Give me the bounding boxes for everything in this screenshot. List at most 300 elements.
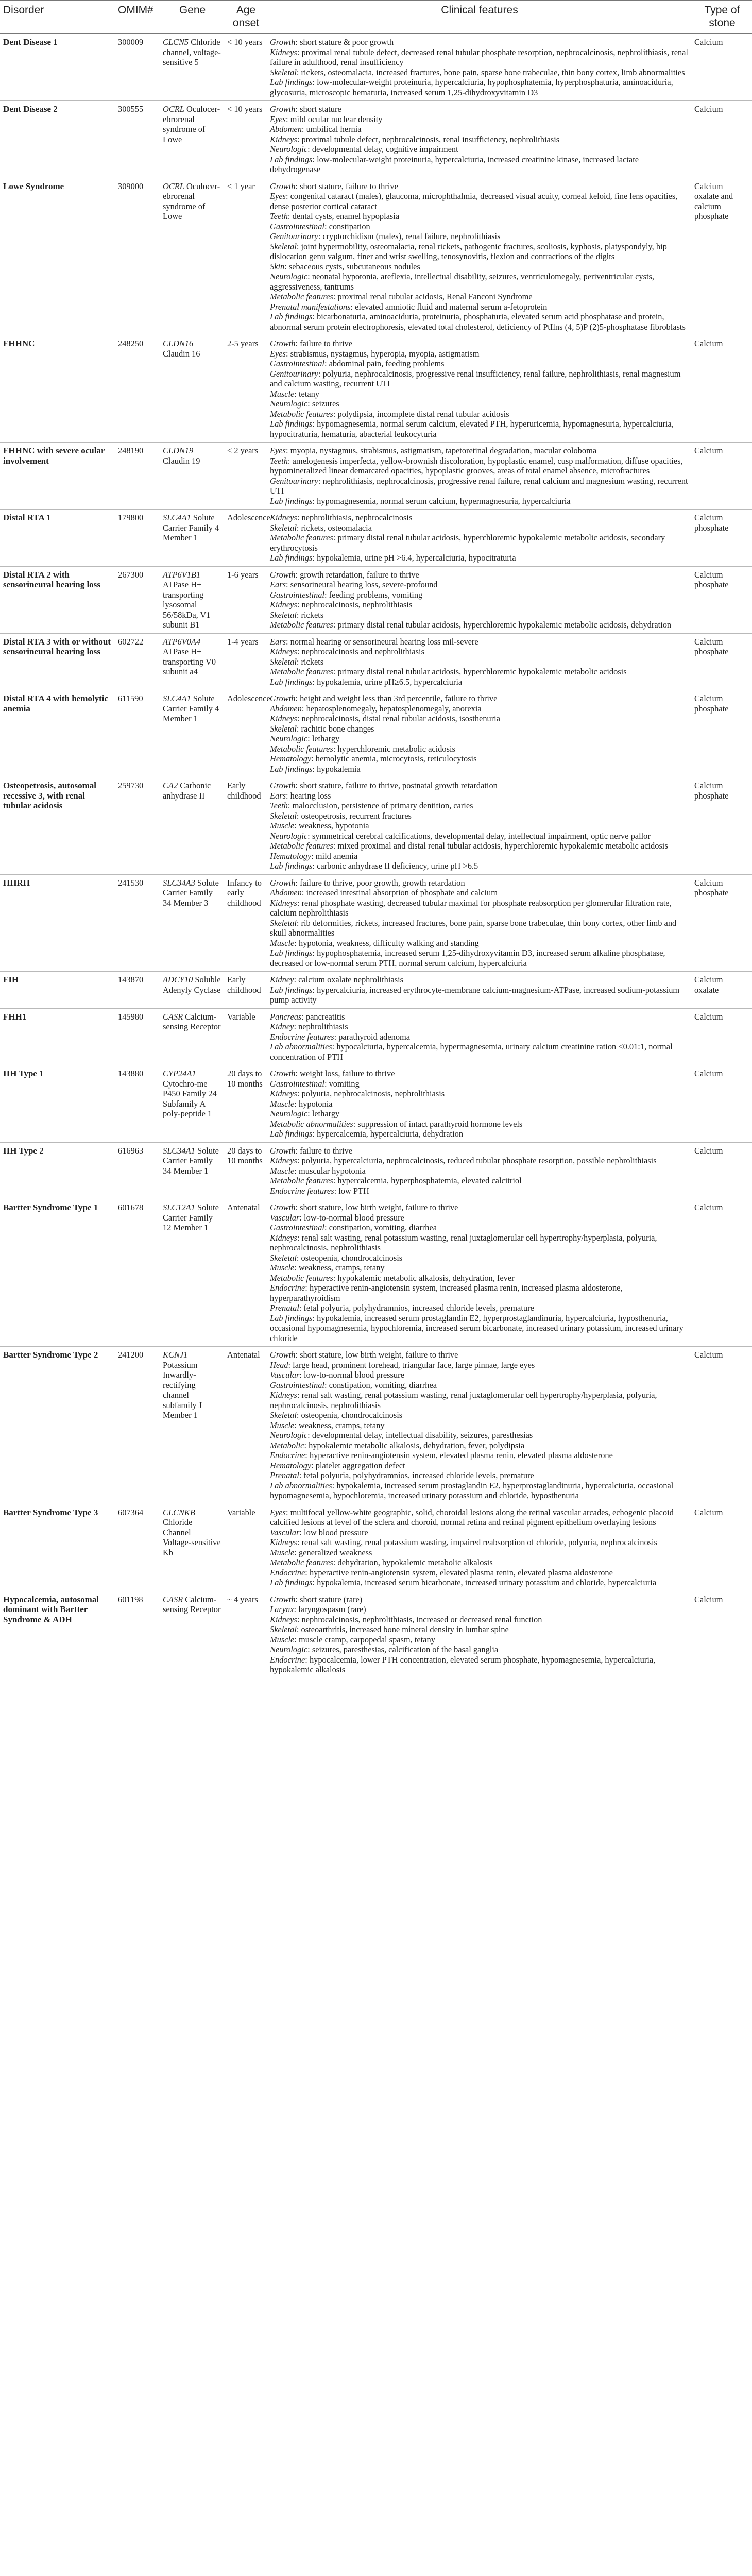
clinical-feature: Metabolic features: primary distal renal tubular acidosis, hyperchloremic hypokalemic metabolic acidosis, dehydration <box>270 620 672 630</box>
feature-detail: low blood pressure <box>304 1527 368 1537</box>
stone-type-cell: Calcium <box>691 1504 752 1591</box>
clinical-features-cell <box>267 1008 691 1065</box>
clinical-feature: Growth: failure to thrive, poor growth, growth retardation <box>270 877 465 888</box>
clinical-feature: Muscle: weakness, hypotonia <box>270 821 369 831</box>
feature-detail: joint hypermobility, osteomalacia, renal rickets, pathogenic fractures, scoliosis, kyphosis, platyspondyly, hip dislocation genu valgum, finer and wrist swelling, tenosynovitis, flexion and contractions of the digits <box>270 241 667 261</box>
clinical-feature: Growth: weight loss, failure to thrive <box>270 1069 395 1078</box>
feature-detail: hypocalciuria, hypercalcemia, hypermagnesemia, urinary calcium creatinine ration <0.01:1, normal concentration of PTH <box>270 1042 673 1062</box>
feature-detail: elevated amniotic fluid and maternal serum a-fetoprotein <box>355 301 548 312</box>
feature-category: Eyes <box>270 446 286 455</box>
feature-category: Growth <box>270 1202 296 1212</box>
clinical-feature: Muscle: muscular hypotonia <box>270 1165 366 1176</box>
feature-detail: myopia, nystagmus, strabismus, astigmatism, tapetoretinal degradation, macular coloboma <box>290 446 597 455</box>
clinical-feature: Abdomen: hepatosplenomegaly, hepatosplenomegaly, anorexia <box>270 703 482 714</box>
header-type-of-stone: Type of stone <box>691 1 752 34</box>
feature-category: Vascular <box>270 1212 300 1223</box>
disorder-cell: Distal RTA 4 with hemolytic anemia <box>0 690 115 777</box>
feature-category: Lab findings <box>270 764 313 774</box>
feature-category: Skeletal <box>270 656 297 667</box>
feature-category: Lab abnormalities <box>270 1480 332 1490</box>
feature-category: Lab findings <box>270 985 313 995</box>
feature-category: Muscle <box>270 1165 295 1176</box>
feature-detail: sensorineural hearing loss, severe-profound <box>290 580 438 589</box>
feature-category: Kidneys <box>270 1614 297 1624</box>
feature-category: Muscle <box>270 1420 295 1430</box>
clinical-feature: Metabolic abnormalities: suppression of intact parathyroid hormone levels <box>270 1118 523 1129</box>
feature-category: Lab findings <box>270 1129 313 1139</box>
disorder-cell: Distal RTA 1 <box>0 510 115 567</box>
gene-description: Solute Carrier Family 12 Member 1 <box>163 1202 219 1232</box>
gene-cell <box>160 874 224 972</box>
feature-category: Metabolic features <box>270 292 333 301</box>
feature-category: Metabolic features <box>270 620 333 630</box>
feature-category: Lab findings <box>270 948 313 958</box>
table-row <box>0 1142 752 1199</box>
feature-detail: weakness, cramps, tetany <box>299 1263 385 1273</box>
gene-cell <box>160 633 224 690</box>
gene-description: Potassium Inwardly-rectifying channel subfamily J Member 1 <box>163 1360 202 1420</box>
table-row <box>0 690 752 777</box>
feature-detail: seizures, paresthesias, calcification of the basal ganglia <box>312 1645 499 1654</box>
gene-description: Calcium-sensing Receptor <box>163 1594 221 1614</box>
stone-type-cell: Calcium <box>691 335 752 443</box>
feature-detail: hypomagnesemia, normal serum calcium, hypermagnesuria, hypercalciuria <box>317 496 571 506</box>
feature-category: Kidneys <box>270 1390 297 1400</box>
clinical-feature: Growth: height and weight less than 3rd percentile, failure to thrive <box>270 693 498 703</box>
feature-category: Ears <box>270 790 286 801</box>
feature-detail: rickets, osteomalacia <box>301 522 372 533</box>
clinical-feature: Kidneys: nephrolithiasis, nephrocalcinosis <box>270 513 413 522</box>
clinical-feature: Lab findings: hypomagnesemia, normal serum calcium, hypermagnesuria, hypercalciuria <box>270 496 571 506</box>
header-disorder: Disorder <box>0 1 115 34</box>
disorder-cell: Dent Disease 1 <box>3 37 58 47</box>
table-body <box>0 34 752 1678</box>
table-row <box>0 335 752 443</box>
feature-category: Growth <box>270 1145 296 1156</box>
clinical-feature: Eyes: mild ocular nuclear density <box>270 114 383 124</box>
gene-symbol: ADCY10 <box>163 975 193 985</box>
clinical-feature: Skeletal: rachitic bone changes <box>270 723 374 734</box>
feature-detail: muscular hypotonia <box>299 1165 366 1176</box>
feature-category: Neurologic <box>270 399 308 409</box>
feature-detail: tetany <box>299 388 320 399</box>
feature-detail: proximal renal tubule defect, decreased renal tubular phosphate resorption, nephrocalcinosis, nephrolithiasis, renal failure in adulthood, renal insufficiency <box>270 47 688 67</box>
feature-detail: large head, prominent forehead, triangular face, large pinnae, large eyes <box>293 1360 535 1370</box>
feature-detail: generalized weakness <box>299 1547 372 1557</box>
gene-symbol: CLDN16 <box>163 338 194 348</box>
feature-detail: feeding problems, vomiting <box>329 589 423 600</box>
feature-detail: hypokalemia, increased serum bicarbonate, increased urinary potassium and chloride, hypercalciuria <box>317 1578 657 1587</box>
feature-category: Endocrine features <box>270 1185 334 1196</box>
feature-detail: cryptorchidism (males), renal failure, nephrolithiasis <box>322 231 501 241</box>
feature-detail: strabismus, nystagmus, hyperopia, myopia, astigmatism <box>290 348 480 359</box>
stone-type-cell: Calcium phosphate <box>691 874 752 972</box>
clinical-feature: Muscle: muscle cramp, carpopedal spasm, tetany <box>270 1634 435 1645</box>
clinical-feature: Head: large head, prominent forehead, triangular face, large pinnae, large eyes <box>270 1360 535 1370</box>
feature-category: Gastrointestinal <box>270 1223 324 1232</box>
clinical-feature: Metabolic features: hypercalcemia, hyperphosphatemia, elevated calcitriol <box>270 1176 522 1185</box>
clinical-feature: Skeletal: osteopetrosis, recurrent fractures <box>270 810 412 821</box>
disorder-cell: IIH Type 1 <box>0 1065 115 1143</box>
feature-category: Growth <box>270 37 296 47</box>
clinical-feature: Lab findings: low-molecular-weight proteinuria, hypercalciuria, increased creatinine kinase, increased lactate dehydrogenase <box>270 154 639 174</box>
feature-detail: multifocal yellow-white geographic, solid, choroidal lesions along the retinal vascular arcades, echogenic placoid calcified lesions at level of the sclera and choroid, normal retina and retinal pigment epithelium overlaying lesions <box>270 1507 674 1527</box>
header-age-onset: Age onset <box>224 1 267 34</box>
clinical-features-cell <box>267 1142 691 1199</box>
gene-description: Solute Carrier Family 4 Member 1 <box>163 513 219 543</box>
feature-detail: proximal tubule defect, nephrocalcinosis, renal insufficiency, nephrolithiasis <box>301 134 560 144</box>
clinical-feature: Growth: failure to thrive <box>270 338 353 348</box>
clinical-feature: Gastrointestinal: vomiting <box>270 1078 360 1089</box>
disorder-cell: Distal RTA 2 with sensorineural hearing loss <box>0 566 115 633</box>
omim-cell: 241200 <box>115 1347 160 1504</box>
clinical-feature: Metabolic features: mixed proximal and distal renal tubular acidosis, hyperchloremic hypokalemic metabolic acidosis <box>270 841 668 851</box>
feature-detail: short stature, low birth weight, failure to thrive <box>300 1350 458 1360</box>
feature-category: Kidneys <box>270 47 297 57</box>
feature-category: Neurologic <box>270 272 308 281</box>
feature-category: Kidneys <box>270 134 297 144</box>
feature-detail: hearing loss <box>290 790 331 801</box>
feature-category: Neurologic <box>270 144 308 154</box>
clinical-feature: Genitourinary: nephrolithiasis, nephrocalcinosis, progressive renal failure, renal calcium and magnesium wasting, recurrent UTI <box>270 476 688 496</box>
feature-detail: polyuria, nephrocalcinosis, progressive renal insufficiency, renal failure, nephrolithiasis, renal magnesium and calcium wasting, recurrent UTI <box>270 368 681 388</box>
disorder-cell: IIH Type 2 <box>0 1142 115 1199</box>
gene-cell <box>160 972 224 1009</box>
feature-detail: failure to thrive <box>300 1145 353 1156</box>
feature-detail: primary distal renal tubular acidosis, hyperchloremic hypokalemic metabolic acidosis <box>337 667 627 676</box>
feature-detail: malocclusion, persistence of primary dentition, caries <box>292 801 473 810</box>
feature-detail: renal phosphate wasting, decreased tubular maximal for phosphate reabsorption per glomerular filtration rate, calcium nephrolithiasis <box>270 897 672 918</box>
gene-description: Chloride Channel Voltage-sensitive Kb <box>163 1517 221 1557</box>
gene-description: Claudin 16 <box>163 348 200 359</box>
clinical-feature: Eyes: myopia, nystagmus, strabismus, astigmatism, tapetoretinal degradation, macular coloboma <box>270 446 597 455</box>
table-row <box>0 178 752 335</box>
clinical-feature: Gastrointestinal: constipation <box>270 221 370 231</box>
age-onset-cell: 20 days to 10 months <box>224 1065 267 1143</box>
feature-detail: hypercalcemia, hypercalciuria, dehydration <box>317 1129 464 1139</box>
clinical-feature: Genitourinary: polyuria, nephrocalcinosis, progressive renal insufficiency, renal failure, nephrolithiasis, renal magnesium and calcium wasting, recurrent UTI <box>270 368 681 388</box>
age-onset-cell: < 2 years <box>224 443 267 510</box>
gene-symbol: CLDN19 <box>163 446 194 455</box>
feature-category: Skeletal <box>270 810 297 821</box>
stone-type-cell: Calcium oxalate <box>691 972 752 1009</box>
gene-cell <box>160 1504 224 1591</box>
clinical-feature: Muscle: weakness, cramps, tetany <box>270 1420 385 1430</box>
gene-cell <box>160 178 224 335</box>
feature-category: Growth <box>270 569 296 580</box>
gene-symbol: CA2 <box>163 781 178 790</box>
clinical-feature: Genitourinary: cryptorchidism (males), renal failure, nephrolithiasis <box>270 231 501 241</box>
feature-detail: hypotonia, weakness, difficulty walking and standing <box>299 938 479 948</box>
table-row <box>0 1591 752 1678</box>
stone-type-cell: Calcium phosphate <box>691 690 752 777</box>
feature-detail: normal hearing or sensorineural hearing loss mil-severe <box>290 636 478 647</box>
clinical-feature: Lab findings: hypokalemia, increased serum prostaglandin E2, hyperprostaglandinuria, hypercalciuria, hyposthenuria, occasional hypomagnesemia, hypochloremia, increased serum bicarbonate, increased urinary potassium, increased urinary chloride <box>270 1313 683 1343</box>
disorder-cell: FHH1 <box>0 1008 115 1065</box>
feature-category: Prenatal <box>270 1303 299 1313</box>
gene-cell <box>160 690 224 777</box>
clinical-feature: Ears: sensorineural hearing loss, severe-profound <box>270 580 438 589</box>
feature-detail: polyuria, nephrocalcinosis, nephrolithiasis <box>301 1089 445 1098</box>
clinical-feature: Neurologic: seizures <box>270 399 339 409</box>
stone-type-cell: Calcium <box>691 1347 752 1504</box>
feature-detail: bicarbonaturia, aminoaciduria, proteinuria, phosphaturia, elevated serum acid phosphatase and protein, abnormal serum protein electrophoresis, elevated total cholesterol, deficiency of PtIlns (4, 5)P (2)5-phosphatase fibroblasts <box>270 312 686 332</box>
clinical-feature: Endocrine features: low PTH <box>270 1185 369 1196</box>
feature-detail: congenital cataract (males), glaucoma, microphthalmia, decreased visual acuity, corneal keloid, fine lens opacities, dense posterior cortical cataract <box>270 191 678 211</box>
clinical-features-cell <box>267 566 691 633</box>
feature-detail: weakness, hypotonia <box>299 821 369 831</box>
table-row <box>0 1065 752 1143</box>
feature-detail: low-molecular-weight proteinuria, hypercalciuria, increased creatinine kinase, increased lactate dehydrogenase <box>270 154 639 174</box>
age-onset-cell: < 1 year <box>224 178 267 335</box>
feature-category: Lab findings <box>270 419 313 429</box>
gene-symbol: OCRL <box>163 104 184 114</box>
feature-detail: increased intestinal absorption of phosphate and calcium <box>306 888 498 897</box>
feature-detail: lethargy <box>312 1109 340 1118</box>
feature-detail: fetal polyuria, polyhydramnios, increased chloride levels, premature <box>303 1303 534 1313</box>
clinical-features-cell <box>267 335 691 443</box>
clinical-feature: Prenatal: fetal polyuria, polyhydramnios, increased chloride levels, premature <box>270 1470 534 1480</box>
clinical-feature: Eyes: multifocal yellow-white geographic, solid, choroidal lesions along the retinal vascular arcades, echogenic placoid calcified lesions at level of the sclera and choroid, normal retina and retinal pigment epithelium overlaying lesions <box>270 1507 674 1527</box>
feature-category: Prenatal manifestations <box>270 301 351 312</box>
age-onset-cell: 1-6 years <box>224 566 267 633</box>
table-row <box>0 972 752 1009</box>
feature-detail: lethargy <box>312 734 340 743</box>
clinical-feature: Kidneys: proximal tubule defect, nephrocalcinosis, renal insufficiency, nephrolithiasis <box>270 134 560 144</box>
gene-cell <box>160 443 224 510</box>
feature-category: Muscle <box>270 388 295 399</box>
feature-category: Metabolic features <box>270 533 333 543</box>
table-row <box>0 874 752 972</box>
clinical-feature: Growth: short stature (rare) <box>270 1594 363 1604</box>
clinical-feature: Skeletal: rickets <box>270 656 324 667</box>
clinical-feature: Vascular: low-to-normal blood pressure <box>270 1370 404 1380</box>
feature-category: Ears <box>270 636 286 647</box>
feature-category: Vascular <box>270 1527 300 1537</box>
age-onset-cell: ~ 4 years <box>224 1591 267 1678</box>
age-onset-cell: 1-4 years <box>224 633 267 690</box>
feature-detail: nephrocalcinosis, nephrolithiasis <box>301 600 413 609</box>
feature-detail: neonatal hypotonia, areflexia, intellectual disability, seizures, ventriculomegaly, periventricular cysts, aggressiveness, tantrums <box>270 272 655 292</box>
disorder-cell: Osteopetrosis, autosomal recessive 3, with renal tubular acidosis <box>0 777 115 875</box>
clinical-feature: Hematology: platelet aggregation defect <box>270 1460 405 1470</box>
feature-detail: primary distal renal tubular acidosis, hyperchloremic hypokalemic metabolic acidosis, secondary erythrocytosis <box>270 533 665 553</box>
feature-detail: nephrolithiasis, nephrocalcinosis <box>301 513 413 522</box>
feature-category: Growth <box>270 104 296 114</box>
disorder-cell: FHHNC with severe ocular involvement <box>0 443 115 510</box>
feature-detail: weakness, cramps, tetany <box>299 1420 385 1430</box>
table-row <box>0 1008 752 1065</box>
feature-category: Growth <box>270 338 296 348</box>
clinical-feature: Lab findings: hypophosphatemia, increased serum 1,25-dihydroxyvitamin D3, increased serum alkaline phosphatase, decreased or low-normal serum PTH, normal serum calcium, hypercalciuria <box>270 948 665 968</box>
feature-category: Lab findings <box>270 676 313 687</box>
feature-detail: rickets <box>301 609 324 620</box>
feature-detail: mixed proximal and distal renal tubular acidosis, hyperchloremic hypokalemic metabolic acidosis <box>337 841 668 851</box>
clinical-feature: Lab findings: hypercalcemia, hypercalciuria, dehydration <box>270 1129 464 1139</box>
gene-cell <box>160 101 224 178</box>
feature-category: Genitourinary <box>270 476 318 486</box>
clinical-feature: Muscle: hypotonia <box>270 1098 333 1109</box>
feature-category: Lab findings <box>270 154 313 164</box>
feature-detail: mild anemia <box>315 851 358 861</box>
gene-description: Solute Carrier Family 34 Member 1 <box>163 1145 219 1176</box>
feature-detail: growth retardation, failure to thrive <box>300 569 419 580</box>
feature-category: Growth <box>270 781 296 790</box>
age-onset-cell: 2-5 years <box>224 335 267 443</box>
clinical-features-cell <box>267 1591 691 1678</box>
clinical-feature: Vascular: low-to-normal blood pressure <box>270 1212 404 1223</box>
feature-detail: rickets <box>301 656 324 667</box>
feature-detail: hyperactive renin-angiotensin system, elevated plasma renin, elevated plasma aldosterone <box>309 1567 613 1578</box>
clinical-feature: Kidneys: renal salt wasting, renal potassium wasting, renal juxtaglomerular cell hypertrophy/hyperplasia, polyuria, nephrocalcinosis, nephrolithiasis <box>270 1390 657 1410</box>
age-onset-cell: Variable <box>224 1504 267 1591</box>
feature-detail: seizures <box>312 399 339 409</box>
feature-detail: rachitic bone changes <box>301 723 374 734</box>
feature-detail: mild ocular nuclear density <box>290 114 383 124</box>
clinical-feature: Neurologic: lethargy <box>270 734 340 743</box>
feature-detail: low PTH <box>338 1185 369 1196</box>
feature-category: Skeletal <box>270 1252 297 1263</box>
feature-category: Pancreas <box>270 1011 302 1022</box>
feature-detail: height and weight less than 3rd percentile, failure to thrive <box>300 693 498 703</box>
disorder-cell: Bartter Syndrome Type 1 <box>0 1199 115 1347</box>
feature-category: Skeletal <box>270 723 297 734</box>
clinical-feature: Lab findings: hypomagnesemia, normal serum calcium, elevated PTH, hyperuricemia, hypomagnesuria, hypercalciuria, hypocitraturia, hematuria, abacterial leukocyturia <box>270 419 674 439</box>
feature-category: Kidneys <box>270 1232 297 1243</box>
omim-cell: 300009 <box>118 37 144 47</box>
omim-cell: 616963 <box>115 1142 160 1199</box>
age-onset-cell: < 10 years <box>227 37 263 47</box>
feature-category: Skeletal <box>270 609 297 620</box>
clinical-feature: Skeletal: rickets <box>270 609 324 620</box>
feature-category: Hematology <box>270 754 312 764</box>
feature-detail: short stature & poor growth <box>300 37 394 47</box>
feature-category: Kidney <box>270 1022 294 1031</box>
feature-detail: constipation, vomiting, diarrhea <box>329 1380 437 1390</box>
disorder-cell: HHRH <box>0 874 115 972</box>
clinical-feature: Gastrointestinal: abdominal pain, feeding problems <box>270 359 445 368</box>
feature-category: Neurologic <box>270 1109 308 1118</box>
clinical-features-cell <box>267 874 691 972</box>
feature-detail: short stature, low birth weight, failure to thrive <box>300 1202 458 1212</box>
feature-category: Growth <box>270 877 296 888</box>
gene-cell <box>160 1065 224 1143</box>
stone-type-cell: Calcium <box>691 1142 752 1199</box>
age-onset-cell: Adolescence <box>224 690 267 777</box>
feature-category: Metabolic features <box>270 743 333 754</box>
feature-detail: low-molecular-weight proteinuria, hypercalciuria, hypophosphatemia, hyperphosphaturia, aminoaciduria, glycosuria, microscopic hematuria, increased serum 1,25-dihydroxyvitamin D3 <box>270 77 673 97</box>
feature-category: Muscle <box>270 1263 295 1273</box>
clinical-feature: Growth: short stature, failure to thrive, postnatal growth retardation <box>270 781 498 790</box>
feature-detail: abdominal pain, feeding problems <box>329 359 445 368</box>
feature-detail: sebaceous cysts, subcutaneous nodules <box>288 261 420 272</box>
age-onset-cell: Infancy to early childhood <box>224 874 267 972</box>
feature-detail: parathyroid adenoma <box>338 1031 411 1042</box>
clinical-feature: Neurologic: lethargy <box>270 1109 340 1118</box>
feature-category: Lab findings <box>270 861 313 871</box>
feature-category: Kidneys <box>270 600 297 609</box>
clinical-feature: Muscle: hypotonia, weakness, difficulty walking and standing <box>270 938 479 948</box>
feature-detail: primary distal renal tubular acidosis, hyperchloremic hypokalemic metabolic acidosis, dehydration <box>337 620 672 630</box>
clinical-feature: Kidneys: nephrocalcinosis, nephrolithiasis <box>270 600 413 609</box>
gene-description: Calcium-sensing Receptor <box>163 1011 221 1031</box>
gene-description: Claudin 19 <box>163 455 200 466</box>
stone-type-cell: Calcium <box>691 1065 752 1143</box>
feature-detail: dehydration, hypokalemic metabolic alkalosis <box>337 1557 493 1567</box>
feature-category: Lab findings <box>270 553 313 563</box>
gene-description: Soluble Adenyly Cyclase <box>163 975 221 995</box>
stone-type-cell: Calcium <box>691 1008 752 1065</box>
feature-detail: suppression of intact parathyroid hormone levels <box>357 1118 523 1129</box>
header-omim: OMIM# <box>115 1 160 34</box>
clinical-feature: Growth: short stature & poor growth <box>270 37 394 47</box>
clinical-feature: Kidneys: nephrocalcinosis and nephrolithiasis <box>270 647 424 656</box>
feature-category: Muscle <box>270 938 295 948</box>
disorder-cell: Bartter Syndrome Type 3 <box>0 1504 115 1591</box>
feature-category: Growth <box>270 1350 296 1360</box>
feature-category: Endocrine <box>270 1654 305 1665</box>
stone-type-cell: Calcium <box>691 443 752 510</box>
clinical-feature: Growth: short stature <box>270 104 341 114</box>
feature-category: Endocrine features <box>270 1031 334 1042</box>
feature-detail: polydipsia, incomplete distal renal tubular acidosis <box>337 409 509 419</box>
feature-detail: nephrolithiasis <box>298 1022 348 1031</box>
feature-detail: fetal polyuria, polyhydramnios, increased chloride levels, premature <box>303 1470 534 1480</box>
disorder-cell: Bartter Syndrome Type 2 <box>0 1347 115 1504</box>
feature-category: Skeletal <box>270 918 297 928</box>
clinical-feature: Gastrointestinal: constipation, vomiting, diarrhea <box>270 1380 437 1390</box>
clinical-feature: Skeletal: osteoarthritis, increased bone mineral density in lumbar spine <box>270 1624 509 1634</box>
omim-cell: 143880 <box>115 1065 160 1143</box>
feature-detail: hypomagnesemia, normal serum calcium, elevated PTH, hyperuricemia, hypomagnesuria, hypercalciuria, hypocitraturia, hematuria, abacterial leukocyturia <box>270 419 674 439</box>
feature-detail: hypokalemia, increased serum prostaglandin E2, hyperprostaglandinuria, hypercalciuria, occasional hypomagnesemia, hypochloremia, increased urinary potassium and chloride, hyposthenuria <box>270 1480 674 1500</box>
clinical-features-cell <box>267 443 691 510</box>
age-onset-cell: Antenatal <box>224 1347 267 1504</box>
feature-detail: short stature, failure to thrive <box>300 181 398 191</box>
omim-cell: 241530 <box>115 874 160 972</box>
omim-cell: 607364 <box>115 1504 160 1591</box>
clinical-feature: Metabolic features: polydipsia, incomplete distal renal tubular acidosis <box>270 409 509 419</box>
feature-category: Kidneys <box>270 1089 297 1098</box>
feature-detail: developmental delay, intellectual disability, seizures, paresthesias <box>312 1430 533 1440</box>
feature-detail: hypocalcemia, lower PTH concentration, elevated serum phosphate, hypomagnesemia, hypercalciuria, hypokalemic alkalosis <box>270 1654 656 1674</box>
stone-type-cell: Calcium oxalate and calcium phosphate <box>691 178 752 335</box>
feature-category: Abdomen <box>270 124 302 134</box>
feature-category: Growth <box>270 1069 296 1078</box>
clinical-feature: Vascular: low blood pressure <box>270 1527 368 1537</box>
clinical-feature: Growth: failure to thrive <box>270 1145 353 1156</box>
age-onset-cell: 20 days to 10 months <box>224 1142 267 1199</box>
gene-symbol: CYP24A1 <box>163 1069 196 1078</box>
clinical-feature: Lab findings: hypokalemia, urine pH >6.4, hypercalciuria, hypocitraturia <box>270 553 516 563</box>
age-onset-cell: Early childhood <box>224 972 267 1009</box>
feature-detail: hypotonia <box>299 1098 333 1109</box>
clinical-feature: Larynx: laryngospasm (rare) <box>270 1604 366 1614</box>
stone-type-cell: Calcium <box>691 1199 752 1347</box>
omim-cell: 309000 <box>115 178 160 335</box>
feature-category: Larynx <box>270 1604 294 1614</box>
feature-category: Teeth <box>270 211 288 221</box>
table-row <box>0 34 752 101</box>
clinical-feature: Growth: short stature, low birth weight, failure to thrive <box>270 1350 458 1360</box>
gene-symbol: SLC34A3 <box>163 877 195 888</box>
clinical-features-cell <box>267 101 691 178</box>
stone-type-cell: Calcium <box>691 1591 752 1678</box>
feature-detail: hypokalemia, urine pH≥6.5, hypercalciuria <box>317 676 463 687</box>
clinical-feature: Metabolic features: hyperchloremic metabolic acidosis <box>270 743 455 754</box>
omim-cell: 267300 <box>115 566 160 633</box>
gene-symbol: SLC34A1 <box>163 1145 195 1156</box>
